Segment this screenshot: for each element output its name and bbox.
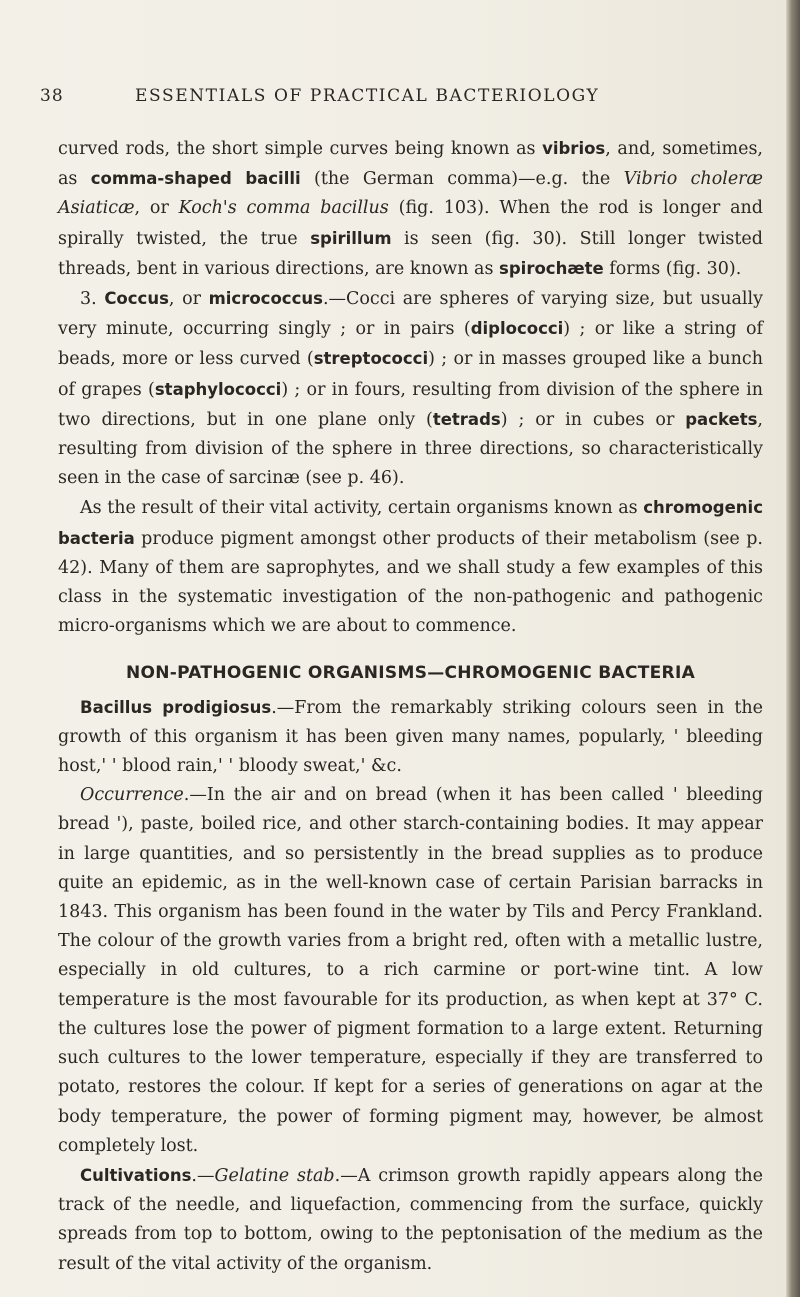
paragraph-bacillus-prodigiosus <box>58 693 763 782</box>
term-coccus: Coccus <box>104 289 169 309</box>
paragraph-coccus <box>58 284 763 493</box>
term-tetrads: tetrads <box>432 409 501 429</box>
paragraph-vibrios <box>58 134 763 284</box>
term-micrococcus: micrococcus <box>208 289 323 309</box>
text-run: curved rods, the short simple curves being known as <box>58 139 543 159</box>
text-run: ) ; or like a string of beads, more or less curved ( <box>58 319 763 370</box>
item-number: 3. <box>80 289 105 310</box>
text-run: As the result of their vital activity, certain organisms known as <box>80 498 644 519</box>
text-run: is seen (fig. 30). Still longer twisted threads, bent in various directions, are known as <box>58 228 763 279</box>
text-run: ) ; or in masses grouped like a bunch of grapes ( <box>58 349 763 400</box>
term-bacillus-prodigiosus: Bacillus prodigiosus <box>80 697 272 717</box>
term-streptococci: streptococci <box>313 349 429 369</box>
text-run: , resulting from division of the sphere in three directions, so characteristically seen in the case of sarcinæ (see p. 46). <box>58 409 763 489</box>
page-number: 38 <box>40 86 64 106</box>
term-cultivations: Cultivations <box>80 1165 192 1185</box>
text-run: .—In the air and on bread (when it has been called ' bleeding bread '), paste, boiled rice, and other starch-containing bodies. It may appear in large quantities, and so persistently in the bread supplies as to produce quite an epidemic, as in the well-known case of certain Parisian barracks in 1843. This organism has been found in the water by Tils and Percy Frankland. The colour of the growth varies from a bright red, often with a metallic lustre, especially in old cultures, to a rich carmine or port-wine tint. A low temperature is the most favourable for its production, as when kept at 37° C. the cultures lose the power of pigment formation to a large extent. Returning such cultures to the lower temperature, especially if they are transferred to potato, restores the colour. If kept for a series of generations on agar at the body temperature, the power of forming pigment may, however, be almost completely lost. <box>58 785 763 1156</box>
running-title: ESSENTIALS OF PRACTICAL BACTERIOLOGY <box>135 86 600 106</box>
text-run: forms (fig. 30). <box>603 258 742 279</box>
paragraph-occurrence <box>58 781 763 1161</box>
text-run: ) ; or in cubes or <box>500 409 686 430</box>
text-run: produce pigment amongst other products of their metabolism (see p. 42). Many of them are saprophytes, and we shall study a few examples of this class in the systematic investigation of the non-pathogenic and pathogenic micro-organisms which we are about to commence. <box>58 528 763 637</box>
term-spirillum: spirillum <box>310 228 392 248</box>
term-staphylococci: staphylococci <box>154 379 282 399</box>
text-run: ) ; or in fours, resulting from division of the sphere in two directions, but in one plane only ( <box>58 379 763 430</box>
species-vibrio-cholerae: Vibrio choleræ Asiaticæ <box>58 169 763 219</box>
text-run: .—From the remarkably striking colours seen in the growth of this organism it has been given many names, popularly, ' bleeding host,' ' blood rain,' ' bloody sweat,' &c. <box>58 697 763 777</box>
term-spirochaete: spirochæte <box>499 258 604 278</box>
subheading-gelatine-stab: Gelatine stab <box>214 1165 335 1186</box>
text-run: , or <box>168 289 209 310</box>
term-diplococci: diplococci <box>470 319 564 339</box>
page-edge-shadow <box>786 0 800 1297</box>
term-chromogenic-bacteria: chromogenic bacteria <box>58 498 763 548</box>
species-koch-comma-bacillus: Koch's comma bacillus <box>178 198 389 219</box>
term-comma-shaped-bacilli: comma-shaped bacilli <box>90 169 301 189</box>
text-run: .—A crimson growth rapidly appears along the track of the needle, and liquefaction, commencing from the surface, quickly spreads from top to bottom, owing to the peptonisation of the medium as the result of the vital activity of the organism. <box>58 1165 763 1274</box>
term-packets: packets <box>685 409 758 429</box>
body-text <box>58 134 763 1279</box>
section-heading: NON-PATHOGENIC ORGANISMS—CHROMOGENIC BACTERIA <box>125 663 696 684</box>
text-run: , and, sometimes, as <box>58 139 763 190</box>
text-run: .— <box>191 1165 215 1186</box>
running-head <box>40 86 750 112</box>
paragraph-cultivations <box>58 1161 763 1279</box>
text-run: (fig. 103). When the rod is longer and spirally twisted, the true <box>58 198 763 249</box>
subheading-occurrence: Occurrence <box>80 785 184 806</box>
text-run: .—Cocci are spheres of varying size, but usually very minute, occurring singly ; or in pairs ( <box>58 289 763 340</box>
paragraph-chromogenic <box>58 493 763 641</box>
text-run: (the German comma)—e.g. the <box>300 169 624 190</box>
term-vibrios: vibrios <box>542 139 606 158</box>
text-run: , or <box>134 198 179 219</box>
